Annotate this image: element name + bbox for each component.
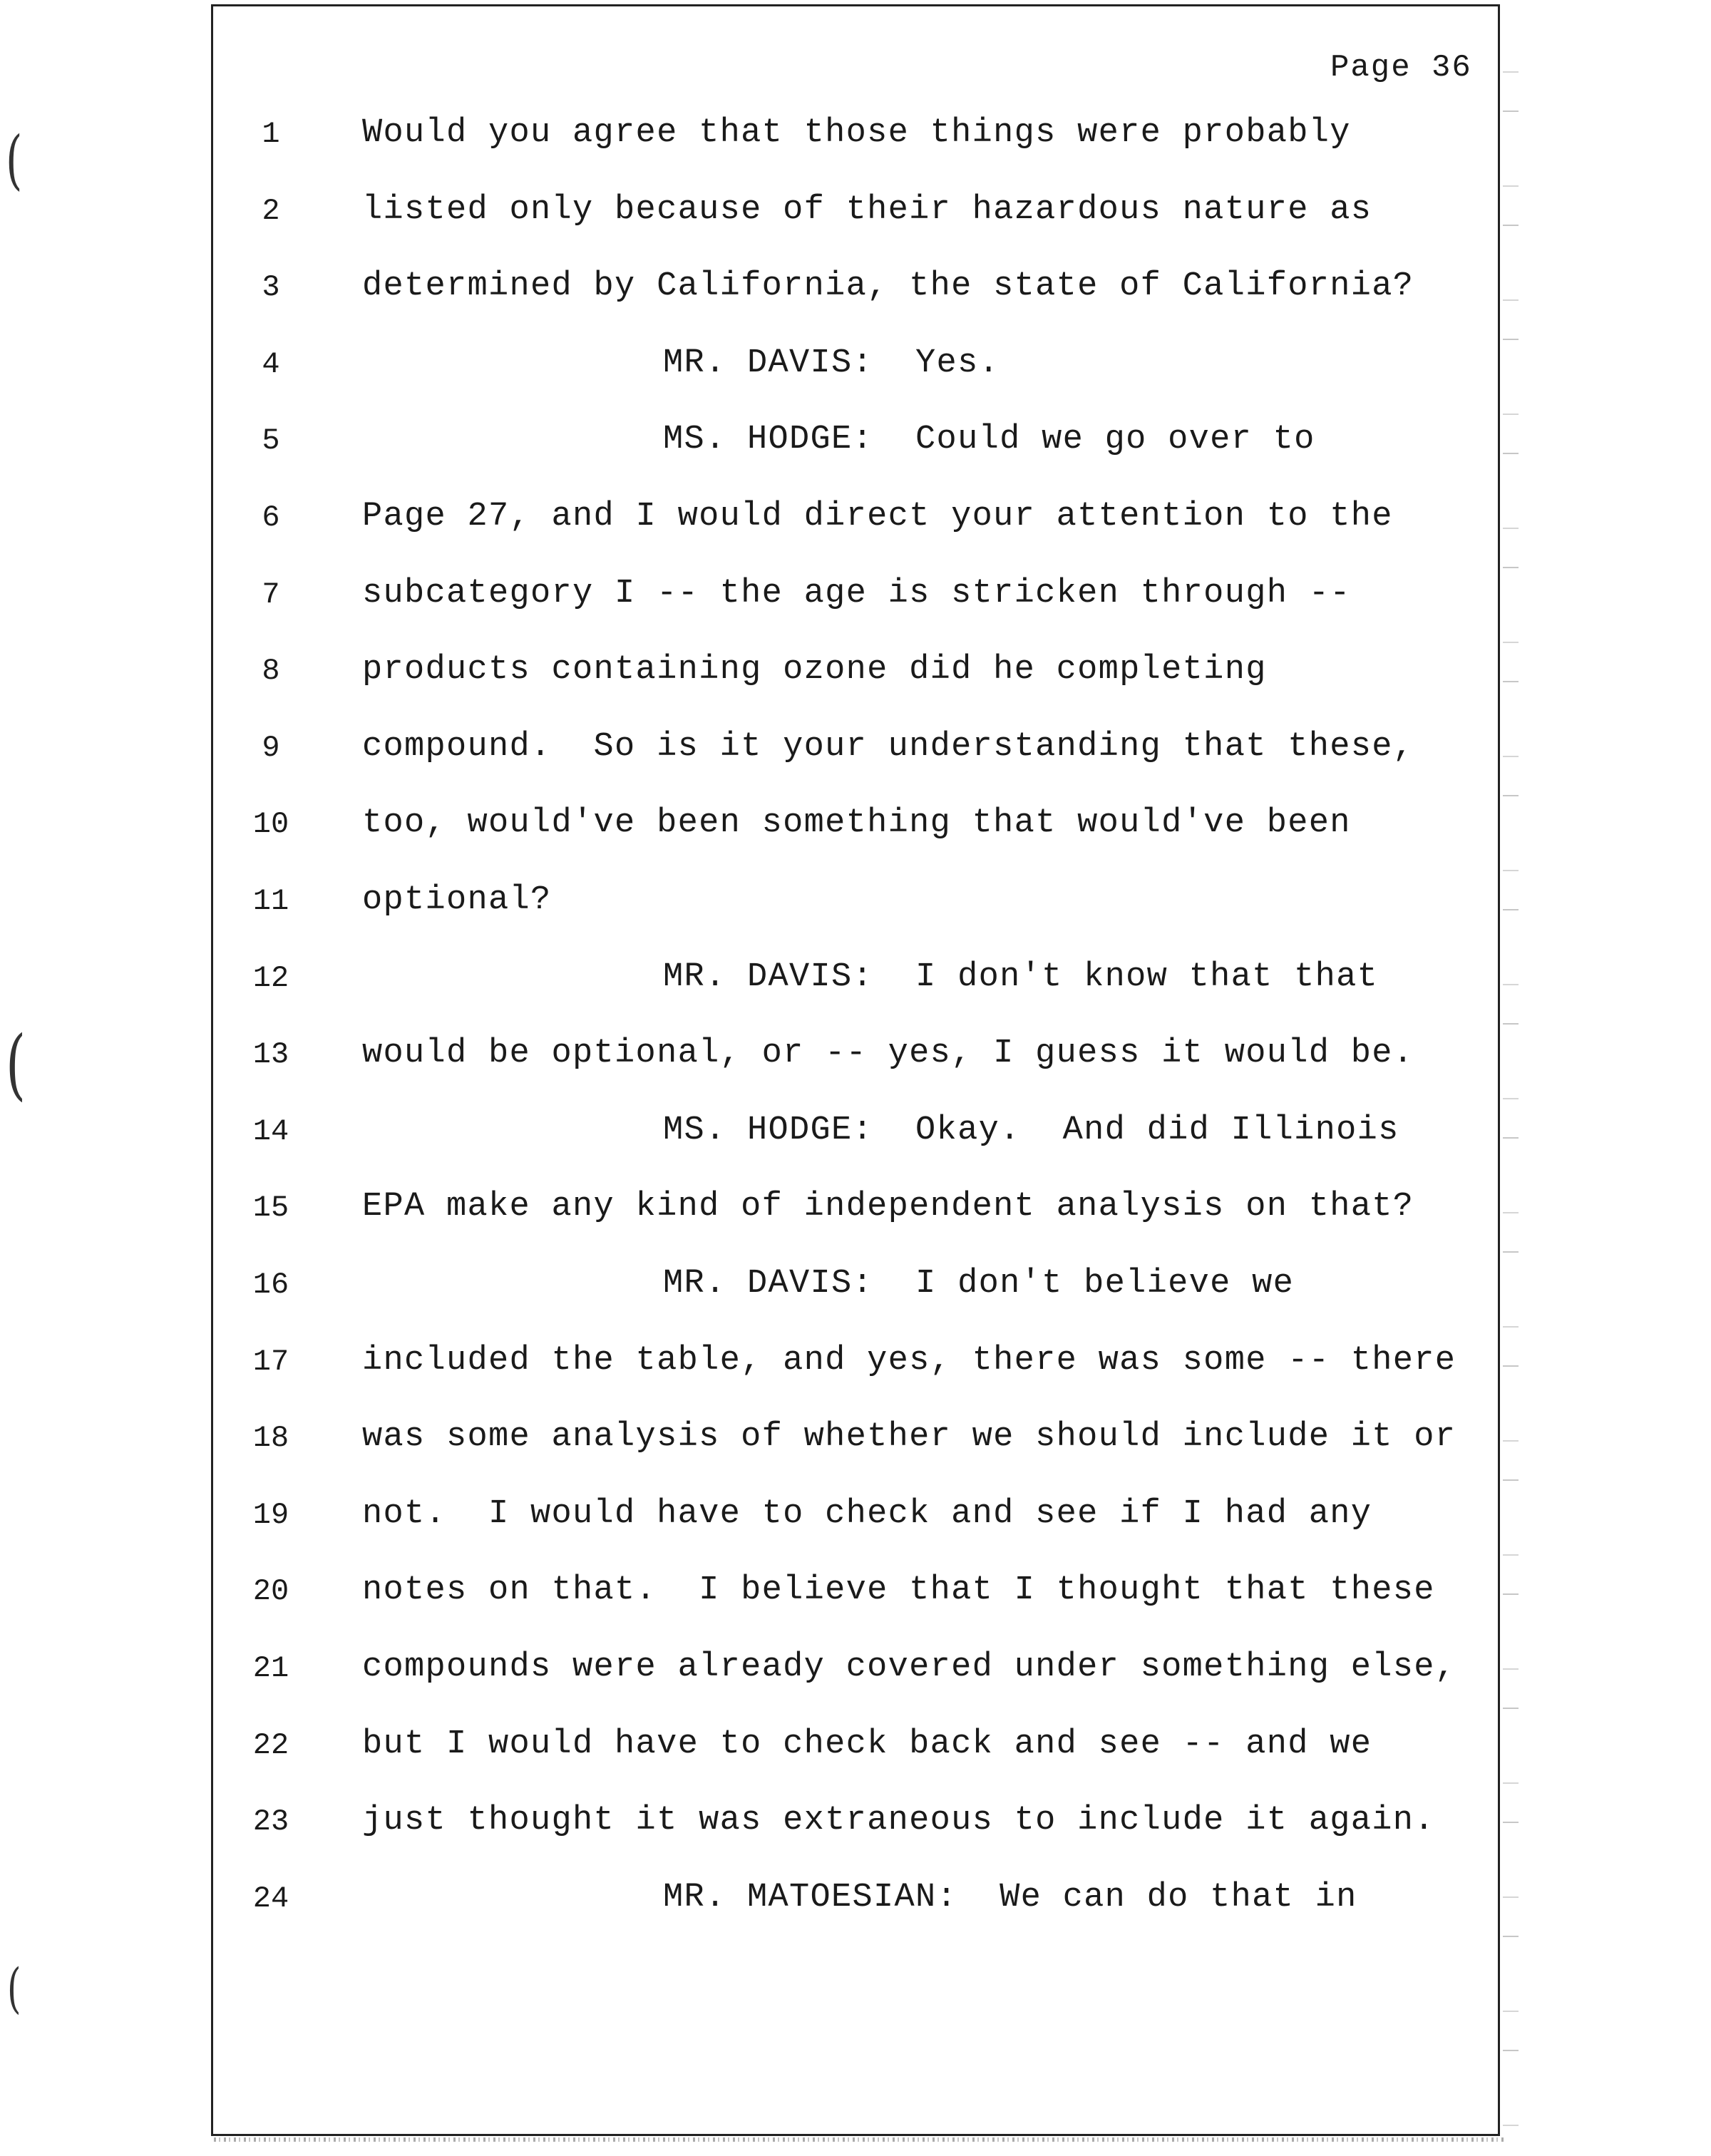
line-number: 23 — [252, 1805, 289, 1839]
line-number: 16 — [252, 1268, 289, 1302]
line-number: 21 — [252, 1651, 289, 1685]
transcript-line: too, would've been something that would've been — [362, 804, 1351, 842]
transcript-line: MS. HODGE: Okay. And did Illinois — [663, 1112, 1399, 1149]
line-number: 19 — [252, 1498, 289, 1532]
transcript-line: was some analysis of whether we should include it or — [362, 1418, 1456, 1456]
transcript-line: but I would have to check back and see -- and we — [362, 1725, 1372, 1763]
line-number: 8 — [262, 654, 280, 688]
transcript-line: would be optional, or -- yes, I guess it would be. — [362, 1035, 1414, 1072]
line-number: 22 — [252, 1728, 289, 1762]
transcript-line: not. I would have to check and see if I had any — [362, 1495, 1372, 1533]
transcript-line: compounds were already covered under something else, — [362, 1648, 1456, 1686]
line-number: 7 — [262, 578, 280, 612]
line-number: 4 — [262, 347, 280, 381]
line-number: 18 — [252, 1421, 289, 1455]
line-number: 13 — [252, 1037, 289, 1072]
line-number: 5 — [262, 423, 280, 458]
transcript-line: compound. So is it your understanding that these, — [362, 728, 1414, 766]
line-number: 20 — [252, 1574, 289, 1608]
transcript-line: listed only because of their hazardous nature as — [362, 191, 1372, 229]
margin-bracket-mark: ( — [6, 1019, 26, 1109]
line-number: 15 — [252, 1191, 289, 1225]
transcript-line: optional? — [362, 881, 552, 919]
transcript-line: MR. DAVIS: I don't believe we — [663, 1265, 1295, 1303]
transcript-line: included the table, and yes, there was some -- there — [362, 1342, 1456, 1380]
line-number: 3 — [262, 270, 280, 304]
line-number: 1 — [262, 117, 280, 151]
scan-edge-noise-right — [1503, 43, 1519, 2139]
line-number: 6 — [262, 500, 280, 535]
line-number: 9 — [262, 731, 280, 765]
line-number: 24 — [252, 1882, 289, 1916]
transcript-line: subcategory I -- the age is stricken through -- — [362, 575, 1351, 612]
page-number: Page 36 — [1330, 50, 1472, 86]
line-number: 12 — [252, 961, 289, 995]
line-number: 14 — [252, 1114, 289, 1149]
transcript-line: EPA make any kind of independent analysis on that? — [362, 1188, 1414, 1226]
transcript-line: Would you agree that those things were probably — [362, 114, 1351, 152]
transcript-line: MR. MATOESIAN: We can do that in — [663, 1879, 1357, 1916]
line-number: 2 — [262, 194, 280, 228]
transcript-line: determined by California, the state of California? — [362, 267, 1414, 305]
transcript-line: notes on that. I believe that I thought that these — [362, 1571, 1435, 1609]
transcript-line: MS. HODGE: Could we go over to — [663, 421, 1315, 458]
scan-edge-noise-bottom — [214, 2137, 1504, 2142]
transcript-line: products containing ozone did he completing — [362, 651, 1267, 689]
transcript-line: MR. DAVIS: Yes. — [663, 344, 1000, 382]
transcript-line: just thought it was extraneous to include it again. — [362, 1802, 1435, 1839]
margin-bracket-mark: ( — [6, 123, 23, 198]
transcript-line: Page 27, and I would direct your attention to the — [362, 498, 1393, 535]
margin-bracket-mark: ( — [7, 1957, 21, 2020]
line-number: 17 — [252, 1345, 289, 1379]
line-number: 10 — [252, 807, 289, 841]
line-number: 11 — [252, 884, 289, 918]
transcript-line: MR. DAVIS: I don't know that that — [663, 958, 1379, 996]
